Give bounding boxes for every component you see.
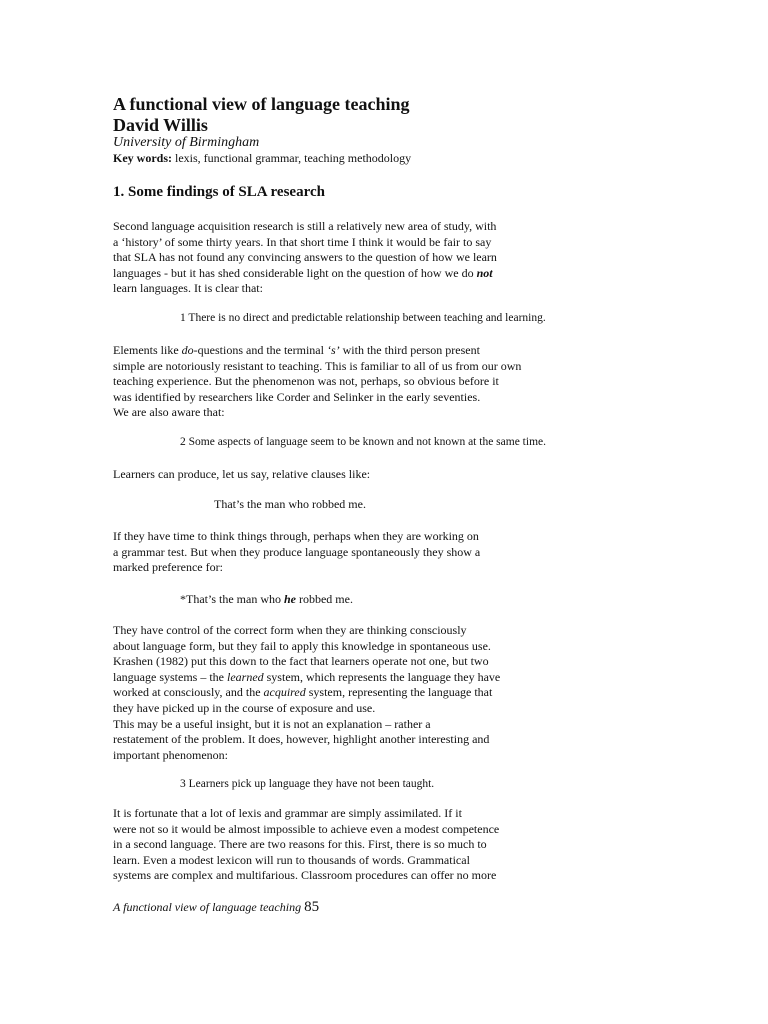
paragraph-5 [113, 623, 500, 763]
paragraph-line [113, 670, 500, 686]
paragraph-line: about language form, but they fail to apply this knowledge in spontaneous use. [113, 638, 491, 653]
finding-1: 1 There is no direct and predictable relationship between teaching and learning. [180, 312, 546, 324]
paragraph-line: Second language acquisition research is still a relatively new area of study, with [113, 219, 497, 233]
finding-3: 3 Learners pick up language they have not been taught. [180, 778, 435, 790]
text-run: worked at consciously, and the [113, 685, 264, 700]
paragraph-line: Krashen (1982) put this down to the fact that learners operate not one, but two [113, 654, 489, 669]
paragraph-line: systems are complex and multifarious. Classroom procedures can offer no more [113, 868, 497, 883]
paragraph-line: they have picked up in the course of exposure and use. [113, 700, 376, 715]
text-run: questions and the terminal [197, 343, 327, 357]
example-sentence-2 [180, 592, 353, 607]
example-sentence-1: That’s the man who robbed me. [214, 497, 366, 511]
paragraph-line: It is fortunate that a lot of lexis and grammar are simply assimilated. If it [113, 806, 462, 820]
page-footer [113, 898, 319, 916]
paragraph-line: a grammar test. But when they produce language spontaneously they show a [113, 544, 481, 559]
paragraph-line [113, 343, 521, 359]
paragraph-line: They have control of the correct form when they are thinking consciously [113, 623, 467, 637]
text-run: *That’s the man who [180, 592, 284, 606]
paragraph-1 [113, 219, 497, 297]
paragraph-line: We are also aware that: [113, 405, 225, 420]
text-run: with the third person present [339, 343, 480, 357]
finding-2: 2 Some aspects of language seem to be known and not known at the same time. [180, 436, 546, 448]
paragraph-line: marked preference for: [113, 560, 223, 575]
emphasis-not: not [476, 265, 493, 280]
keywords-line [113, 151, 411, 166]
paragraph-line [113, 266, 497, 282]
text-run: languages - but it has shed considerable light on the question of how we do [113, 265, 477, 280]
article-title: A functional view of language teaching [113, 94, 410, 114]
paragraph-4 [113, 529, 480, 576]
paragraph-6 [113, 806, 499, 884]
paragraph-line: important phenomenon: [113, 747, 228, 762]
paragraph-line: a ‘history’ of some thirty years. In that short time I think it would be fair to say [113, 234, 492, 249]
paragraph-line: learn languages. It is clear that: [113, 281, 263, 296]
text-run: system, which represents the language they have [263, 669, 501, 684]
section-heading: 1. Some findings of SLA research [113, 184, 325, 200]
keywords-value: lexis, functional grammar, teaching methodology [175, 151, 412, 165]
paragraph-line [113, 685, 500, 701]
paragraph-line: that SLA has not found any convincing answers to the question of how we learn [113, 250, 497, 265]
paragraph-line: was identified by researchers like Corder and Selinker in the early seventies. [113, 389, 481, 404]
italic-learned: learned [226, 669, 264, 684]
paragraph-line: restatement of the problem. It does, however, highlight another interesting and [113, 732, 490, 747]
paragraph-line: This may be a useful insight, but it is not an explanation – rather a [113, 716, 431, 731]
text-run: system, representing the language that [305, 685, 493, 700]
text-run: language systems – the [113, 669, 227, 684]
paragraph-line: If they have time to think things through, perhaps when they are working on [113, 529, 479, 543]
emphasis-he: he [283, 592, 296, 606]
italic-acquired: acquired [263, 685, 306, 700]
paragraph-3: Learners can produce, let us say, relative clauses like: [113, 467, 371, 481]
text-run: robbed me. [295, 592, 353, 606]
text-run: Elements like [113, 343, 182, 357]
page-number: 85 [304, 899, 320, 915]
italic-s: ‘s’ [326, 343, 340, 357]
italic-do: do- [181, 343, 198, 357]
running-title: A functional view of language teaching [113, 900, 302, 914]
paragraph-line: were not so it would be almost impossible to achieve even a modest competence [113, 821, 500, 836]
author-affiliation: University of Birmingham [113, 135, 260, 150]
paragraph-line: simple are notoriously resistant to teaching. This is familiar to all of us from our own [113, 358, 522, 373]
paragraph-2 [113, 343, 521, 421]
paragraph-line: learn. Even a modest lexicon will run to thousands of words. Grammatical [113, 852, 470, 867]
paragraph-line: teaching experience. But the phenomenon was not, perhaps, so obvious before it [113, 374, 499, 389]
article-author: David Willis [113, 115, 208, 135]
keywords-label: Key words: [113, 151, 172, 165]
paragraph-line: in a second language. There are two reasons for this. First, there is so much to [113, 837, 487, 852]
